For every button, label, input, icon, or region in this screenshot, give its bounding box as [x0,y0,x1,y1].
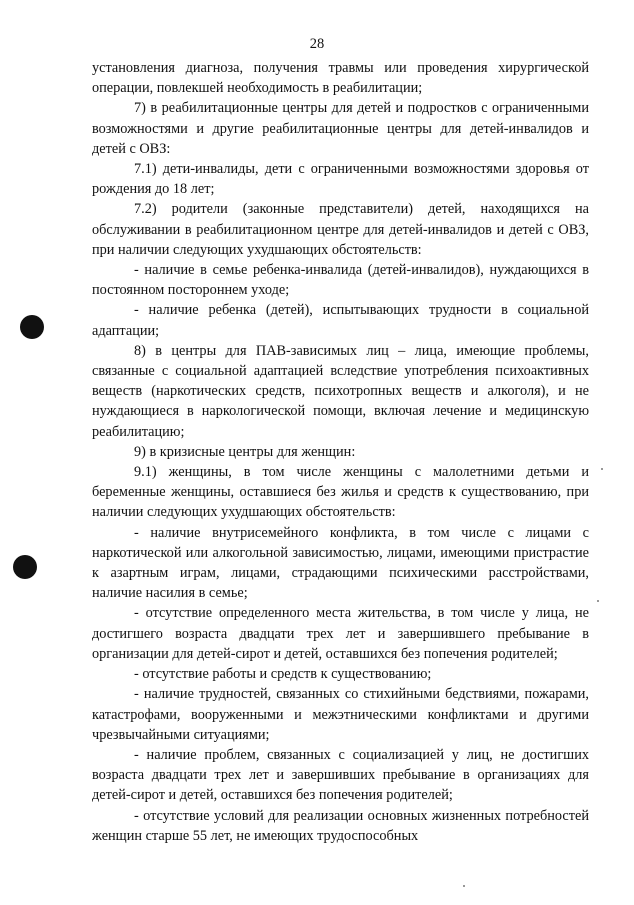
paragraph: - наличие в семье ребенка-инвалида (детей-инвалидов), нуждающихся в постоянном постороннем уходе; [92,262,589,299]
paragraph: - отсутствие определенного места жительства, в том числе у лица, не достигшего возраста двадцати трех лет и завершившего пребывание в организации для детей-сирот и детей, оставшихся без попечения родителей; [92,605,589,662]
paragraph: установления диагноза, получения травмы или проведения хирургической операции, повлекшей необходимость в реабилитации; [92,60,589,97]
scan-speck [601,468,603,470]
scan-speck [597,600,599,602]
paragraph: - наличие трудностей, связанных со стихийными бедствиями, пожарами, катастрофами, вооруженными и межэтническими конфликтами и другими чрезвычайными ситуациями; [92,686,589,743]
paragraph: 9) в кризисные центры для женщин: [134,443,356,460]
paragraph: 7.1) дети-инвалиды, дети с ограниченными возможностями здоровья от рождения до 18 лет; [92,161,589,198]
paragraph: 9.1) женщины, в том числе женщины с малолетними детьми и беременные женщины, оставшиеся без жилья и средств к существованию, при наличии следующих ухудшающих обстоятельств: [92,464,589,521]
paragraph: - наличие проблем, связанных с социализацией у лиц, не достигших возраста двадцати трех лет и завершивших пребывание в организациях для детей-сирот и детей, оставшихся без попечения родителей; [92,746,589,804]
paragraph: - отсутствие условий для реализации основных жизненных потребностей женщин старше 55 лет, не имеющих трудоспособных [92,807,589,844]
paragraph: 8) в центры для ПАВ-зависимых лиц – лица, имеющие проблемы, связанные с социальной адаптацией вследствие употребления психоактивных веществ (наркотических средств, психотропных веществ и алкоголя), и не нуждающиеся в наркологической помощи, включая лечение и медицинскую реабилитацию; [92,342,589,440]
paragraph: - отсутствие работы и средств к существованию; [134,666,432,683]
paragraph: - наличие внутрисемейного конфликта, в том числе с лицами с наркотической или алкогольной зависимостью, лицами, имеющими пристрастие к азартным играм, лицами, страдающими психическими расстройствами, наличие насилия в семье; [92,524,589,602]
paragraph: - наличие ребенка (детей), испытывающих трудности в социальной адаптации; [92,302,589,339]
paragraph: 7.2) родители (законные представители) детей, находящихся на обслуживании в реабилитационном центре для детей-инвалидов и детей с ОВЗ, при наличии следующих ухудшающих обстоятельств: [92,201,589,258]
punch-hole-mark [20,315,44,339]
document-body [92,58,589,846]
punch-hole-mark [13,555,37,579]
page-number: 28 [309,36,325,52]
scan-speck [463,885,465,887]
paragraph: 7) в реабилитационные центры для детей и подростков с ограниченными возможностями и другие реабилитационные центры для детей-инвалидов и детей с ОВЗ: [92,100,589,157]
